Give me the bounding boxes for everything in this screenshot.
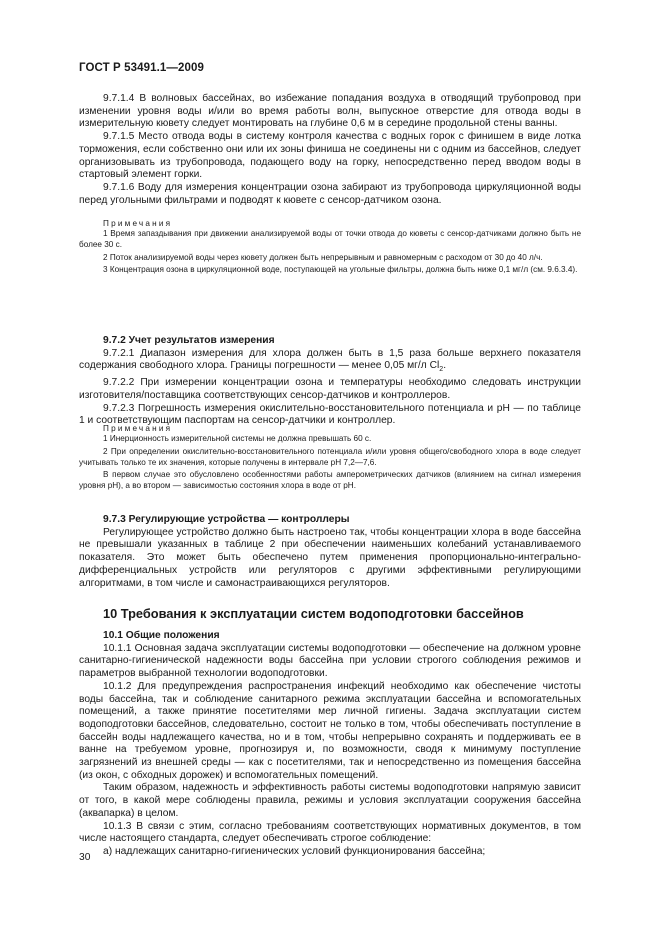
list-item-a: а) надлежащих санитарно-гигиенических условий функционирования бассейна; — [103, 845, 486, 857]
notes-block-1 — [79, 218, 581, 278]
note-item: 2 При определении окислительно-восстановительного потенциала и/или уровня общего/свободного хлора в воде следует учитывать только те их значения, которые получены в интервале pH 7,2—7,6. — [79, 446, 581, 467]
document-header: ГОСТ Р 53491.1—2009 — [79, 62, 204, 74]
paragraph-9-7-1-5: 9.7.1.5 Место отвода воды в систему контроля качества с водных горок с финишем в виде лотка торможения, если собственно они или их зоны финиша не соединены ни с одним из бассейнов, следует организовывать из трубопровода, подающего воду на горку, непосредственно перед вводом воды в стартовый элемент горки. — [79, 131, 581, 181]
notes-block-2 — [79, 423, 581, 494]
paragraph-summary: Таким образом, надежность и эффективность работы системы водоподготовки напрямую зависит от того, в какой мере соблюдены правила, режимы и условия эксплуатации сооружения бассейна (аквапарка) в целом. — [79, 782, 581, 819]
section-heading-9-7-2: 9.7.2 Учет результатов измерения — [103, 335, 275, 346]
section-heading-10-1: 10.1 Общие положения — [103, 630, 220, 641]
section-9-7-1-continued — [79, 93, 581, 207]
section-10 — [79, 606, 581, 621]
section-9-7-2 — [79, 335, 581, 428]
section-10-1 — [79, 630, 581, 859]
note-item: 3 Концентрация озона в циркуляционной воде, поступающей на угольные фильтры, должна быть ниже 0,1 мг/л (см. 9.6.3.4). — [103, 265, 578, 275]
notes-title: Примечания — [103, 219, 173, 228]
note-item: 2 Поток анализируемой воды через кювету должен быть непрерывным и равномерным с расходом от 30 до 40 л/ч. — [103, 252, 543, 262]
note-item: 1 Время запаздывания при движении анализируемой воды от точки отвода до кюветы с сенсор-датчиками должно быть не более 30 с. — [79, 229, 581, 249]
page-number: 30 — [79, 852, 91, 863]
section-heading-10: 10 Требования к эксплуатации систем водоподготовки бассейнов — [103, 606, 524, 621]
section-heading-9-7-3: 9.7.3 Регулирующие устройства — контроллеры — [103, 514, 350, 525]
notes-title: Примечания — [103, 424, 173, 433]
paragraph-9-7-3: Регулирующее устройство должно быть настроено так, чтобы концентрации хлора в воде бассейна не превышали указанных в таблице 2 при обеспечении наименьших колебаний устанавливаемого показателя. Это может быть обеспечено путем применения пропорционально-интегрально-дифференциальных устройств или регуляторов с другими эффективными регулирующими алгоритмами, в том числе и самонастраивающихся регуляторов. — [79, 526, 581, 589]
paragraph-9-7-2-1: 9.7.2.1 Диапазон измерения для хлора должен быть в 1,5 раза больше верхнего показателя содержания свободного хлора. Границы погрешности — менее 0,05 мг/л $Cl_2$. — [79, 347, 581, 374]
paragraph-10-1-3: 10.1.3 В связи с этим, согласно требованиям соответствующих нормативных документов, в том числе настоящего стандарта, следует обеспечивать строгое соблюдение: — [79, 820, 581, 845]
paragraph-10-1-2: 10.1.2 Для предупреждения распространения инфекций необходимо как обеспечение чистоты воды бассейна, так и соблюдение санитарного режима эксплуатации бассейна и вспомогательных помещений, а также принятие посетителями мер личной гигиены. Задача эксплуатации систем водоподготовки бассейнов, следовательно, состоит не только в том, чтобы обеспечивать поступление в бассейн воды надлежащего качества, но и в том, чтобы непрерывно сохранять и поддерживать ее в ванне на требуемом уровне, прогнозируя и, по возможности, сводя к минимуму поступление загрязнений из внешней среды — как с посетителями, так и непосредственно из помещения бассейна (из окон, с обходных дорожек) и вспомогательных помещений. — [79, 680, 581, 781]
paragraph-9-7-1-6: 9.7.1.6 Воду для измерения концентрации озона забирают из трубопровода циркуляционной воды перед угольными фильтрами и подводят к кювете с сенсор-датчиком озона. — [79, 181, 581, 206]
paragraph-9-7-2-3: 9.7.2.3 Погрешность измерения окислительно-восстановительного потенциала и pH — по таблице 1 и соответствующим паспортам на сенсор-датчики и контроллер. — [79, 402, 581, 427]
note-item: В первом случае это обусловлено особенностями работы амперометрических датчиков (влиянием на сигнал измерения уровня pH), а во втором — зависимостью состояния хлора в воде от pH. — [79, 470, 581, 491]
paragraph-10-1-1: 10.1.1 Основная задача эксплуатации системы водоподготовки — обеспечение на должном уровне санитарно-гигиенической надежности воды бассейна при условии строгого соблюдения режимов и параметров выбранной технологии водоподготовки. — [79, 642, 581, 680]
section-9-7-3 — [79, 514, 581, 590]
paragraph-9-7-1-4: 9.7.1.4 В волновых бассейнах, во избежание попадания воздуха в отводящий трубопровод при изменении уровня воды и/или во время работы волн, выпускное отверстие для отвода воды в измерительную кювету следует монтировать на глубине 0,6 м в середине продольной стены ванны. — [79, 93, 581, 130]
note-item: 1 Инерционность измерительной системы не должна превышать 60 с. — [103, 434, 372, 443]
paragraph-9-7-2-2: 9.7.2.2 При измерении концентрации озона и температуры необходимо следовать инструкции изготовителя/поставщика соответствующих сенсор-датчиков и контроллеров. — [79, 377, 581, 401]
